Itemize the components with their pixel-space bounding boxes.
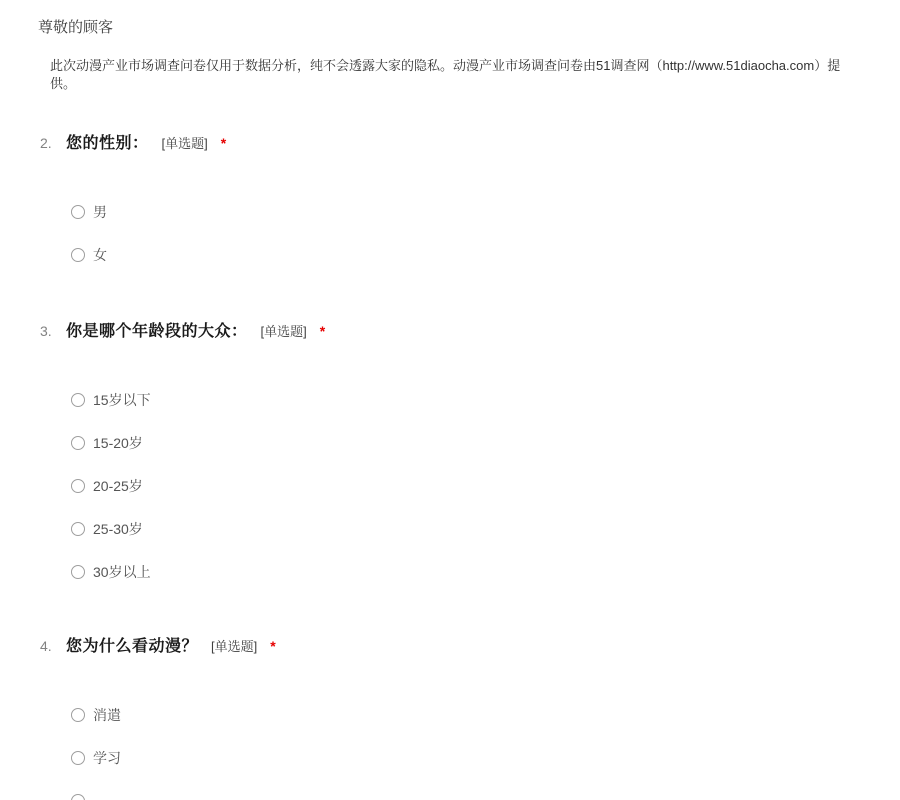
question-why-watch-anime bbox=[0, 633, 900, 800]
radio-icon[interactable] bbox=[71, 248, 85, 262]
option-label: 男 bbox=[93, 203, 107, 220]
radio-option-pastime[interactable] bbox=[0, 693, 900, 736]
question-header bbox=[0, 130, 900, 153]
required-asterisk: * bbox=[220, 135, 227, 151]
question-header bbox=[0, 633, 900, 656]
option-label: 15岁以下 bbox=[93, 391, 151, 408]
radio-option-15-20[interactable] bbox=[0, 421, 900, 464]
radio-icon[interactable] bbox=[71, 479, 85, 493]
radio-icon[interactable] bbox=[71, 708, 85, 722]
option-label: 学习 bbox=[93, 749, 121, 766]
survey-description: 此次动漫产业市场调查问卷仅用于数据分析，纯不会透露大家的隐私。动漫产业市场调查问卷由51调查网（http://www.51diaocha.com）提供。 bbox=[50, 58, 841, 91]
question-type-label: [单选题] bbox=[161, 136, 208, 151]
radio-option-25-30[interactable] bbox=[0, 507, 900, 550]
question-age-range bbox=[0, 318, 900, 593]
question-title: 您为什么看动漫？ bbox=[66, 638, 199, 655]
radio-option-female[interactable] bbox=[0, 233, 900, 276]
question-number: 2. bbox=[40, 135, 52, 151]
radio-option-study[interactable] bbox=[0, 736, 900, 779]
required-asterisk: * bbox=[270, 638, 276, 654]
option-label: 25-30岁 bbox=[93, 520, 143, 537]
radio-icon[interactable] bbox=[71, 205, 85, 219]
question-title: 您的性别： bbox=[66, 135, 149, 152]
required-asterisk: * bbox=[319, 323, 326, 339]
question-number: 3. bbox=[40, 323, 52, 339]
option-label: 30岁以上 bbox=[93, 563, 151, 580]
options-list bbox=[0, 693, 900, 800]
option-label: 女 bbox=[93, 246, 107, 263]
radio-icon[interactable] bbox=[71, 522, 85, 536]
radio-icon[interactable] bbox=[71, 565, 85, 579]
options-list bbox=[0, 190, 900, 276]
option-label: 15-20岁 bbox=[93, 434, 143, 451]
question-title: 你是哪个年龄段的大众： bbox=[66, 323, 248, 340]
radio-icon[interactable] bbox=[71, 393, 85, 407]
survey-greeting: 尊敬的顾客 bbox=[38, 19, 114, 36]
question-number: 4. bbox=[40, 638, 52, 654]
radio-option-20-25[interactable] bbox=[0, 464, 900, 507]
options-list bbox=[0, 378, 900, 593]
radio-icon[interactable] bbox=[71, 751, 85, 765]
radio-icon[interactable] bbox=[71, 436, 85, 450]
option-label: 消遣 bbox=[93, 706, 121, 723]
question-type-label: [单选题] bbox=[260, 324, 307, 339]
radio-icon[interactable] bbox=[71, 794, 85, 800]
radio-option-male[interactable] bbox=[0, 190, 900, 233]
question-header bbox=[0, 318, 900, 341]
radio-option-cutoff[interactable] bbox=[0, 779, 900, 800]
question-gender bbox=[0, 130, 900, 276]
radio-option-over-30[interactable] bbox=[0, 550, 900, 593]
question-type-label: [单选题] bbox=[211, 639, 258, 654]
option-label: 20-25岁 bbox=[93, 477, 143, 494]
radio-option-under-15[interactable] bbox=[0, 378, 900, 421]
